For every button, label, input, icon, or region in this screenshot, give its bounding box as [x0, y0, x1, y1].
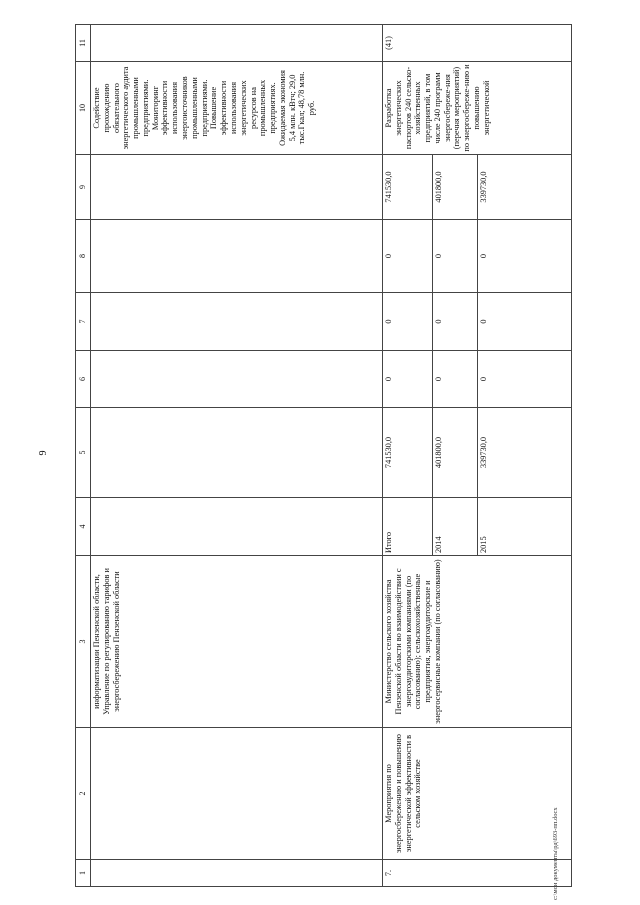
federal-amount: 0 — [433, 351, 478, 408]
col-header-9: 9 — [76, 155, 91, 220]
total-amount: 741530,0 — [383, 408, 433, 498]
cell — [91, 498, 383, 556]
cell — [91, 728, 383, 860]
plan-table-wrapper — [75, 25, 572, 887]
period-total: Итого — [383, 498, 433, 556]
federal-amount: 0 — [383, 351, 433, 408]
cell — [523, 408, 572, 498]
col-header-6: 6 — [76, 351, 91, 408]
executor-cell: информатизации Пензенской области, Управление по регулированию тарифов и энергосбережению Пензенской области — [91, 556, 383, 728]
cell — [91, 155, 383, 220]
col-header-4: 4 — [76, 498, 91, 556]
federal-amount: 0 — [478, 351, 523, 408]
result-cell: Разработка энергетических паспортов 240 сельско-хозяйственных предприятий, в том числе 240 программ энергосбереже-ния (перечня мероприятий) по энергосбереже-нию и повышению энергетической — [383, 62, 572, 155]
period-year: 2014 — [433, 498, 478, 556]
measure-name: Мероприятия по энергосбережению и повышению энергетической эффективности в сельском хозяйстве — [383, 728, 572, 860]
cell — [523, 351, 572, 408]
other-amount: 339730,0 — [478, 155, 523, 220]
col-header-5: 5 — [76, 408, 91, 498]
continuation-row — [91, 25, 383, 887]
row-number: 7. — [383, 860, 572, 887]
col-header-8: 8 — [76, 220, 91, 293]
cell — [523, 498, 572, 556]
cell — [91, 351, 383, 408]
total-amount: 339730,0 — [478, 408, 523, 498]
local-amount: 0 — [383, 220, 433, 293]
regional-amount: 0 — [478, 293, 523, 351]
cell — [91, 860, 383, 887]
indicator-ref: (41) — [383, 25, 572, 62]
regional-amount: 0 — [383, 293, 433, 351]
cell — [91, 220, 383, 293]
period-year: 2015 — [478, 498, 523, 556]
local-amount: 0 — [433, 220, 478, 293]
plan-table — [75, 24, 572, 887]
col-header-7: 7 — [76, 293, 91, 351]
cell — [523, 293, 572, 351]
other-amount: 401800,0 — [433, 155, 478, 220]
executor-cell: Министерство сельского хозяйства Пензенской области во взаимодействии с энергоаудиторскими компаниями (по согласованию); сельскохозяйственные предприятия, энергоаудиторские и энергосервисные компании (по согласованию) — [383, 556, 572, 728]
col-header-10: 10 — [76, 62, 91, 155]
table-row — [383, 25, 433, 887]
col-header-1: 1 — [76, 860, 91, 887]
regional-amount: 0 — [433, 293, 478, 351]
page-number: 9 — [38, 450, 49, 456]
cell — [523, 220, 572, 293]
footer-file-path: c:\мои документы\рд\693-пп.docx — [552, 807, 559, 900]
cell — [91, 25, 383, 62]
local-amount: 0 — [478, 220, 523, 293]
col-header-3: 3 — [76, 556, 91, 728]
cell — [91, 293, 383, 351]
other-amount: 741530,0 — [383, 155, 433, 220]
cell — [523, 155, 572, 220]
result-cell: Содействие прохождению обязательного энергетического аудита промышленными предприятиями. Мониторинг эффективности использования энергоисточников промышленными предприятиями. Повышение эффективности использования энергетических ресурсов на промышленных предприятиях. Ожидаемая экономия 5,4 млн. кВтч; 29,0 тыс.Гкал; 48,78 млн. руб. — [91, 62, 383, 155]
col-header-11: 11 — [76, 25, 91, 62]
column-number-row — [76, 25, 91, 887]
col-header-2: 2 — [76, 728, 91, 860]
total-amount: 401800,0 — [433, 408, 478, 498]
cell — [91, 408, 383, 498]
